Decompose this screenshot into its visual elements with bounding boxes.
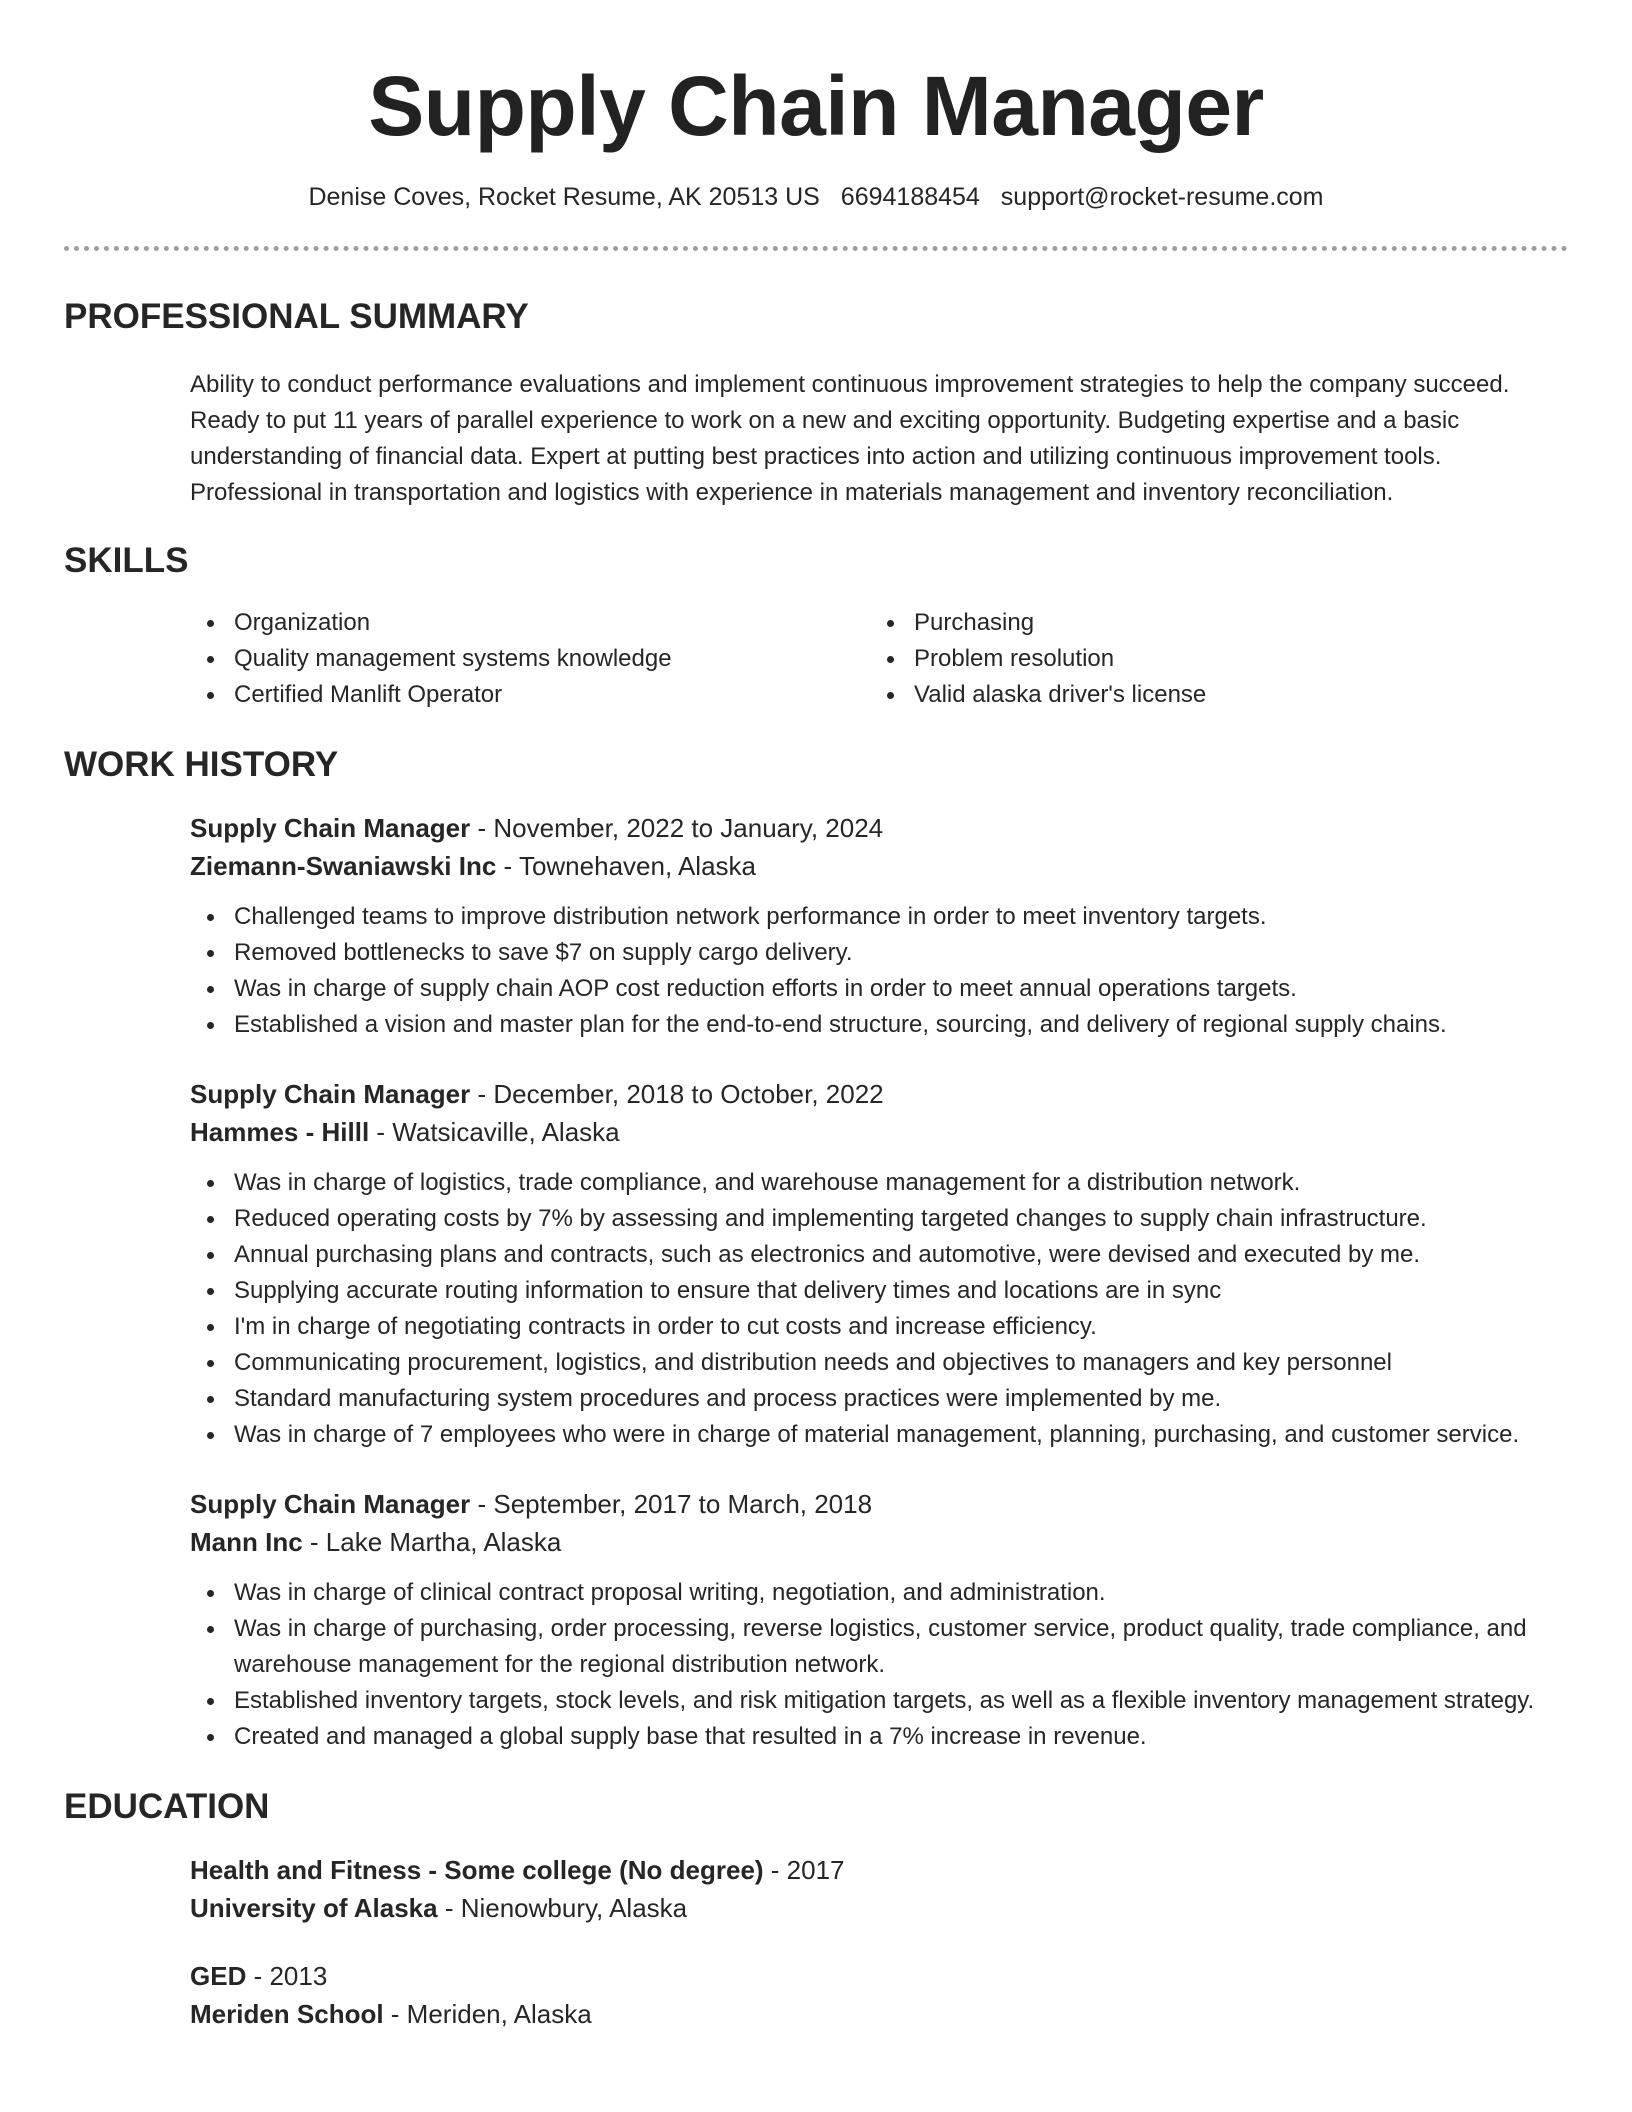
job-entry — [190, 1485, 1568, 1755]
job-bullet: Was in charge of 7 employees who were in charge of material management, planning, purchasing, and customer service. — [190, 1417, 1568, 1453]
job-role: Supply Chain Manager — [190, 1079, 471, 1109]
job-bullet: Reduced operating costs by 7% by assessing and implementing targeted changes to supply chain infrastructure. — [190, 1201, 1568, 1237]
education-degree-line — [190, 1957, 1568, 1995]
skill-item: Valid alaska driver's license — [870, 677, 1550, 713]
summary-text: Ability to conduct performance evaluations and implement continuous improvement strategies to help the company succeed. Ready to put 11 years of parallel experience to work on a new and exciting opportunity. Budgeting expertise and a basic understanding of financial data. Expert at putting best practices into action and utilizing continuous improvement tools. Professional in transportation and logistics with experience in materials management and inventory reconciliation. — [190, 371, 1510, 506]
job-location: - Lake Martha, Alaska — [302, 1527, 562, 1557]
education-school-line — [190, 1995, 1568, 2033]
resume-name-title: Supply Chain Manager — [368, 59, 1264, 153]
education-school: Meriden School — [190, 1999, 384, 2029]
skill-item: Problem resolution — [870, 641, 1550, 677]
contact-phone: 6694188454 — [840, 183, 980, 211]
education-degree: GED — [190, 1961, 247, 1991]
job-bullet: Established a vision and master plan for the end-to-end structure, sourcing, and delivery of regional supply chains. — [190, 1007, 1568, 1043]
education-entry — [190, 1957, 1568, 2033]
job-bullet: Established inventory targets, stock levels, and risk mitigation targets, as well as a flexible inventory management strategy. — [190, 1683, 1568, 1719]
job-bullets — [64, 1165, 1568, 1453]
job-entry — [190, 1075, 1568, 1453]
job-bullet: Was in charge of clinical contract proposal writing, negotiation, and administration. — [190, 1575, 1568, 1611]
job-bullet: Removed bottlenecks to save $7 on supply cargo delivery. — [190, 935, 1568, 971]
contact-address: Denise Coves, Rocket Resume, AK 20513 US — [308, 183, 820, 211]
skills-column-right — [870, 605, 1550, 713]
job-bullet: Created and managed a global supply base that resulted in a 7% increase in revenue. — [190, 1719, 1568, 1755]
job-location: - Townehaven, Alaska — [496, 851, 756, 881]
job-entry — [190, 809, 1568, 1043]
section-title-education: EDUCATION — [64, 1787, 270, 1826]
job-bullet: Was in charge of logistics, trade compliance, and warehouse management for a distribution network. — [190, 1165, 1568, 1201]
job-bullets — [64, 1575, 1568, 1755]
skill-item: Organization — [190, 605, 870, 641]
job-company-line — [190, 847, 1568, 885]
job-title-line — [190, 1485, 1568, 1523]
education-year: - 2013 — [246, 1961, 328, 1991]
skills-grid — [190, 605, 1568, 713]
education-school: University of Alaska — [190, 1893, 438, 1923]
job-company-line — [190, 1523, 1568, 1561]
job-bullet: Was in charge of supply chain AOP cost reduction efforts in order to meet annual operations targets. — [190, 971, 1568, 1007]
education-location: - Meriden, Alaska — [383, 1999, 592, 2029]
job-title-line — [190, 1075, 1568, 1113]
job-bullet: Standard manufacturing system procedures and process practices were implemented by me. — [190, 1381, 1568, 1417]
job-company: Hammes - Hilll — [190, 1117, 370, 1147]
skill-item: Certified Manlift Operator — [190, 677, 870, 713]
job-dates: - November, 2022 to January, 2024 — [470, 813, 884, 843]
job-dates: - December, 2018 to October, 2022 — [470, 1079, 884, 1109]
job-location: - Watsicaville, Alaska — [369, 1117, 620, 1147]
skill-item: Quality management systems knowledge — [190, 641, 870, 677]
job-bullet: Annual purchasing plans and contracts, such as electronics and automotive, were devised and executed by me. — [190, 1237, 1568, 1273]
job-bullet: Supplying accurate routing information to ensure that delivery times and locations are in sync — [190, 1273, 1568, 1309]
job-title-line — [190, 809, 1568, 847]
job-dates: - September, 2017 to March, 2018 — [470, 1489, 873, 1519]
skills-column-left — [190, 605, 870, 713]
education-degree-line — [190, 1851, 1568, 1889]
section-title-summary: PROFESSIONAL SUMMARY — [64, 297, 529, 336]
job-bullet: Challenged teams to improve distribution network performance in order to meet inventory targets. — [190, 899, 1568, 935]
education-year: - 2017 — [763, 1855, 845, 1885]
education-school-line — [190, 1889, 1568, 1927]
section-title-skills: SKILLS — [64, 541, 189, 580]
header-divider — [64, 246, 1568, 251]
job-bullet: I'm in charge of negotiating contracts in order to cut costs and increase efficiency. — [190, 1309, 1568, 1345]
education-entry — [190, 1851, 1568, 1927]
job-bullet: Communicating procurement, logistics, and distribution needs and objectives to managers and key personnel — [190, 1345, 1568, 1381]
job-role: Supply Chain Manager — [190, 1489, 471, 1519]
job-company-line — [190, 1113, 1568, 1151]
education-degree: Health and Fitness - Some college (No degree) — [190, 1855, 764, 1885]
contact-line — [64, 180, 1568, 214]
education-location: - Nienowbury, Alaska — [437, 1893, 688, 1923]
skill-item: Purchasing — [870, 605, 1550, 641]
contact-email: support@rocket-resume.com — [1000, 183, 1324, 211]
job-bullets — [64, 899, 1568, 1043]
job-bullet: Was in charge of purchasing, order processing, reverse logistics, customer service, product quality, trade compliance, and warehouse management for the regional distribution network. — [190, 1611, 1568, 1683]
section-title-work-history: WORK HISTORY — [64, 745, 339, 784]
job-company: Ziemann-Swaniawski Inc — [190, 851, 497, 881]
job-company: Mann Inc — [190, 1527, 303, 1557]
job-role: Supply Chain Manager — [190, 813, 471, 843]
